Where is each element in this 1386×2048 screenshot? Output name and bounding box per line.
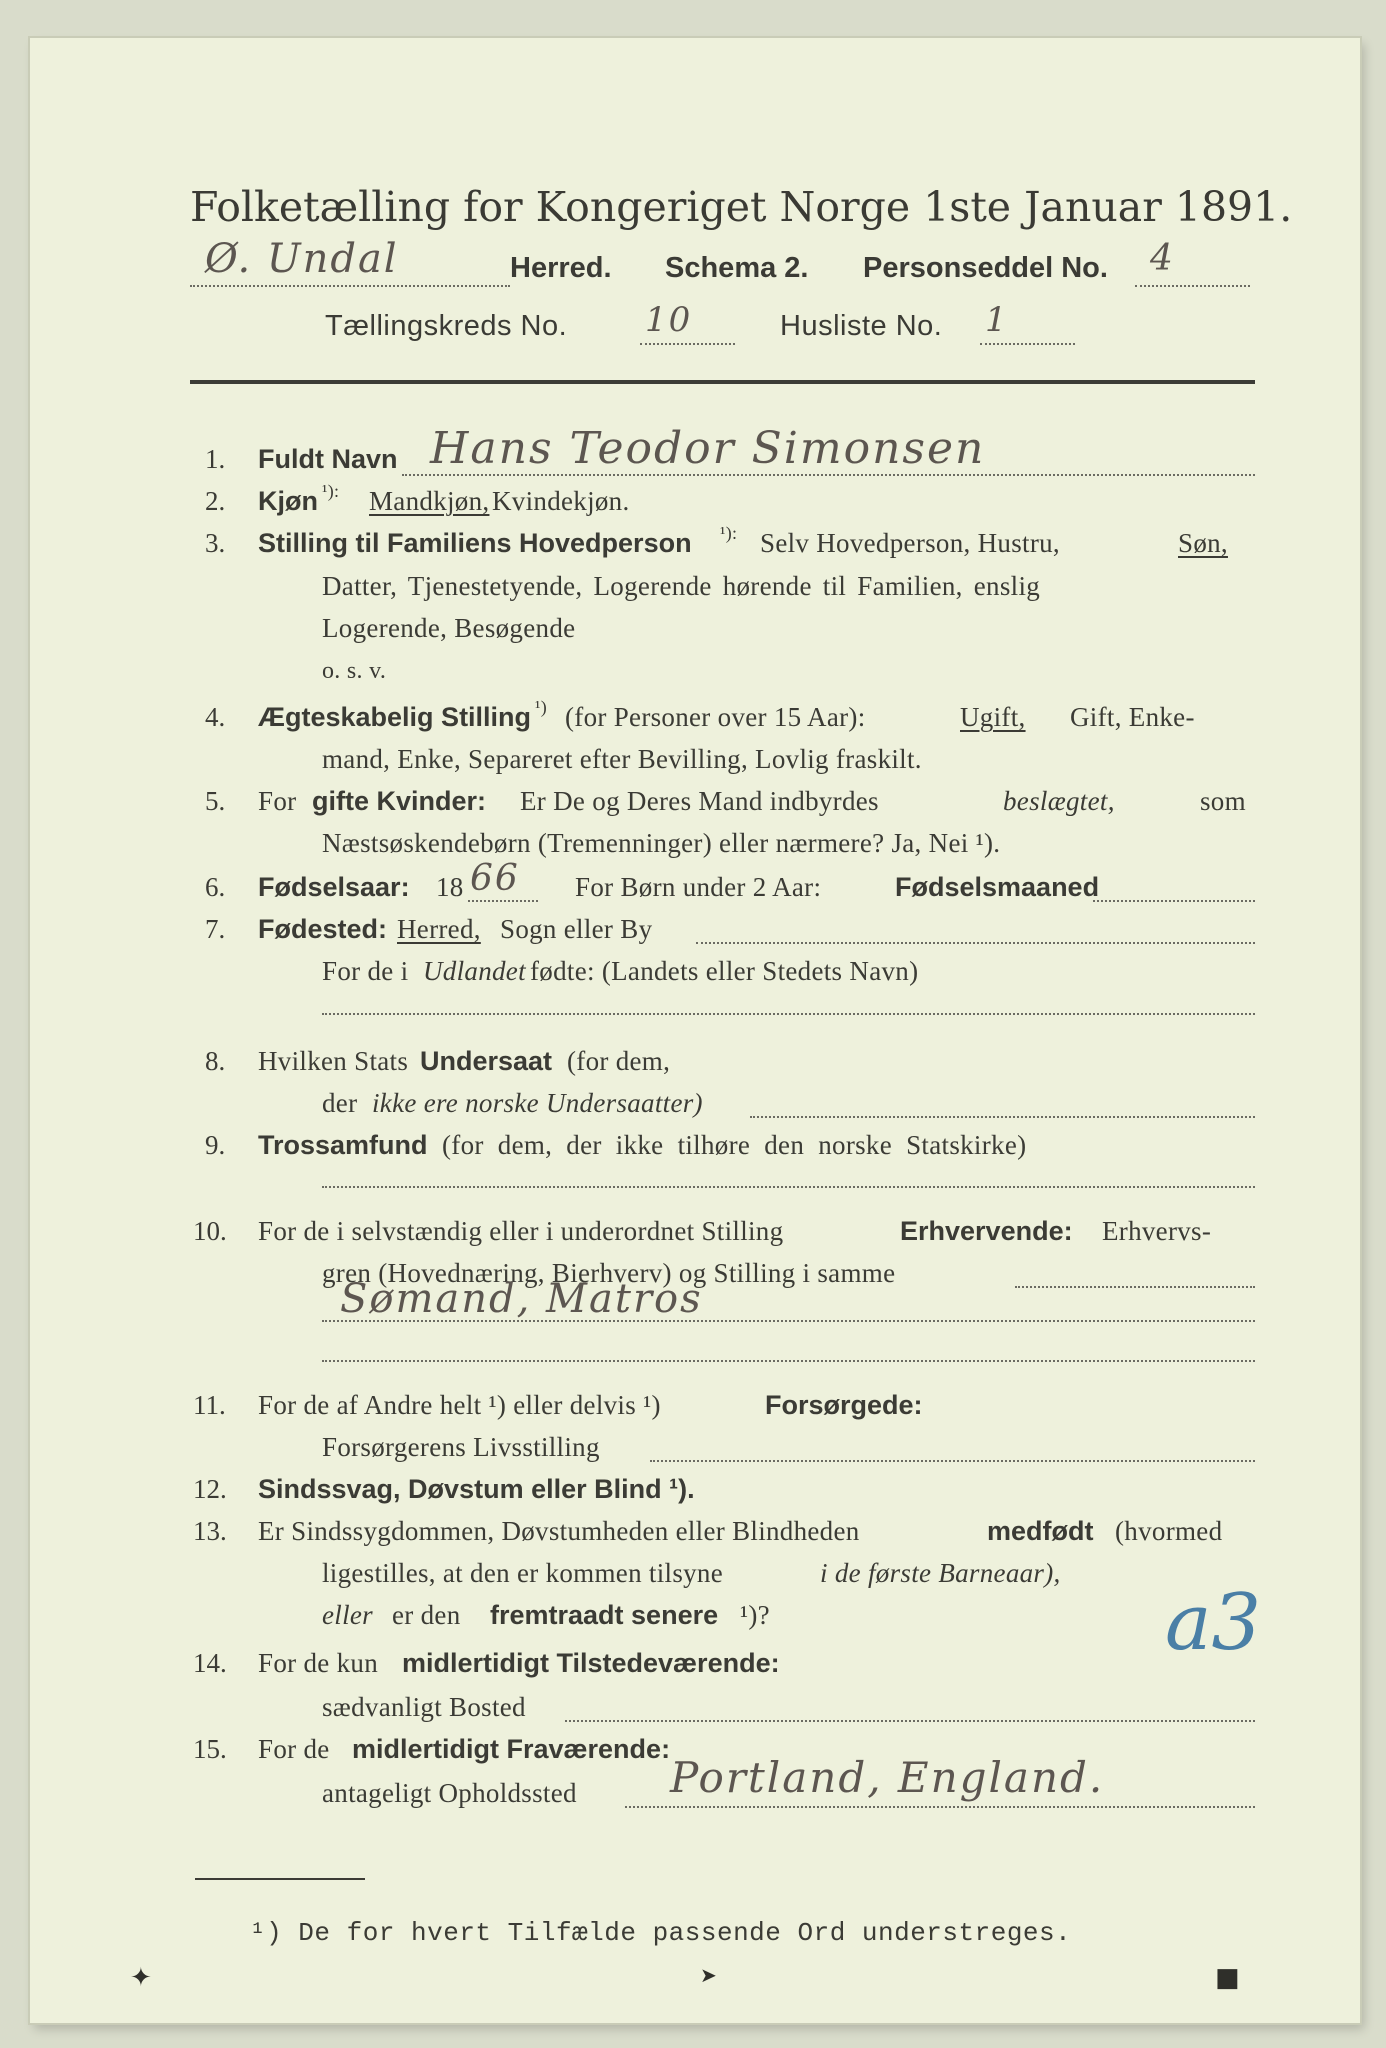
q3-footnote-ref: ¹): (720, 523, 738, 543)
q14-line2: sædvanligt Bosted (322, 1692, 526, 1722)
q10-occupation-handwriting: Sømand, Matros (340, 1276, 703, 1322)
q8-bold: Undersaat (420, 1046, 553, 1076)
herred-handwriting: Ø. Undal (205, 236, 399, 282)
q13-line2a: ligestilles, at den er kommen tilsyne (322, 1558, 724, 1588)
footnote-text: ¹) De for hvert Tilfælde passende Ord understreges. (250, 1918, 1072, 1948)
q15-fill-line (625, 1806, 1255, 1808)
q7-line2b: fødte: (Landets eller Stedets Navn) (530, 956, 919, 986)
q10-bold: Erhvervende: (900, 1216, 1073, 1246)
q1-fill-line (402, 474, 1255, 476)
q8-line2-italic: ikke ere norske Undersaatter) (372, 1088, 703, 1118)
personseddel-handwriting: 4 (1150, 238, 1175, 279)
q6-year-prefix: 18 (436, 872, 464, 902)
q7-fill-line (696, 942, 1255, 944)
q4-options-rest: Gift, Enke- (1070, 702, 1195, 732)
q10-fill-line-1 (1015, 1286, 1255, 1288)
q1-label: Fuldt Navn (258, 444, 398, 474)
q10-fill-line-2 (322, 1320, 1255, 1322)
q13-bold: medfødt (987, 1516, 1094, 1546)
footnote-rule (195, 1878, 365, 1880)
q9-text: (for dem, der ikke tilhøre den norske Statskirke) (442, 1130, 1027, 1160)
form-title: Folketælling for Kongeriget Norge 1ste Januar 1891. (190, 183, 1293, 231)
q1-number: 1. (205, 444, 226, 474)
q10-text-a: For de i selvstændig eller i underordnet Stilling (258, 1216, 784, 1246)
q8-line2a: der (322, 1088, 358, 1118)
q8-text-a: Hvilken Stats (258, 1046, 409, 1076)
q5-italic: beslægtet, (1003, 786, 1115, 816)
herred-label: Herred. (510, 252, 612, 284)
q4-options-line2: mand, Enke, Separeret efter Bevilling, Lovlig fraskilt. (322, 744, 922, 774)
registration-mark-left: ✦ (130, 1963, 152, 1993)
q7-options-rest: Sogn eller By (500, 914, 653, 944)
q11-number: 11. (193, 1390, 226, 1420)
q4-option-ugift: Ugift, (960, 702, 1026, 732)
q11-fill-line (650, 1460, 1255, 1462)
q10-text-c: Erhvervs- (1102, 1216, 1212, 1246)
archive-pencil-mark: a3 (1165, 1578, 1262, 1668)
q3-options-line4: o. s. v. (322, 658, 387, 684)
q14-bold: midlertidigt Tilstedeværende: (402, 1648, 780, 1678)
q14-text-a: For de kun (258, 1648, 378, 1678)
q13-text-c: (hvormed (1115, 1516, 1223, 1546)
q2-option-mandkjon: Mandkjøn, (369, 486, 490, 516)
q3-option-son: Søn, (1178, 528, 1228, 558)
q10-fill-line-3 (322, 1360, 1255, 1362)
q5-label: For (258, 786, 297, 816)
q13-number: 13. (193, 1516, 227, 1546)
q15-bold: midlertidigt Fraværende: (352, 1734, 671, 1764)
q13-line2-italic: i de første Barneaar), (820, 1558, 1061, 1588)
q14-fill-line (565, 1720, 1255, 1722)
q4-label: Ægteskabelig Stilling (258, 702, 532, 732)
q8-fill-line (750, 1116, 1255, 1118)
header-divider (190, 380, 1255, 384)
q5-number: 5. (205, 786, 226, 816)
q4-footnote-ref: ¹) (535, 697, 547, 717)
q9-number: 9. (205, 1130, 226, 1160)
q7-line2-italic: Udlandet (423, 956, 526, 986)
q12-label: Sindssvag, Døvstum eller Blind ¹). (258, 1474, 695, 1504)
q8-number: 8. (205, 1046, 226, 1076)
q11-bold: Forsørgede: (765, 1390, 923, 1420)
q3-options-line3: Logerende, Besøgende (322, 613, 576, 643)
q6-number: 6. (205, 872, 226, 902)
q3-options-line1: Selv Hovedperson, Hustru, (760, 528, 1060, 558)
census-form-sheet (30, 38, 1360, 2023)
q15-location-handwriting: Portland, England. (670, 1753, 1105, 1802)
q8-text-c: (for dem, (567, 1046, 671, 1076)
q4-number: 4. (205, 702, 226, 732)
q2-number: 2. (205, 486, 226, 516)
q5-text: Er De og Deres Mand indbyrdes (520, 786, 879, 816)
husliste-handwriting: 1 (985, 300, 1009, 340)
q11-line2: Forsørgerens Livsstilling (322, 1432, 600, 1462)
q7-label: Fødested: (258, 914, 388, 944)
q6-year-handwriting: 66 (470, 858, 520, 899)
q1-name-handwriting: Hans Teodor Simonsen (430, 423, 986, 474)
q5-end: som (1200, 786, 1246, 816)
q9-fill-line (322, 1186, 1255, 1188)
kreds-label: Tællingskreds No. (325, 310, 568, 342)
q7-number: 7. (205, 914, 226, 944)
q2-option-kvindekjon: Kvindekjøn. (492, 486, 630, 516)
schema-label: Schema 2. (665, 252, 809, 284)
q13-line3c: ¹)? (740, 1600, 770, 1630)
q2-label: Kjøn (258, 486, 318, 516)
q6-under2-text: For Børn under 2 Aar: (575, 872, 822, 902)
q9-label: Trossamfund (258, 1130, 428, 1160)
q4-qualifier: (for Personer over 15 Aar): (565, 702, 866, 732)
husliste-label: Husliste No. (780, 310, 943, 342)
q5-bold: gifte Kvinder: (312, 786, 487, 816)
q11-text-a: For de af Andre helt ¹) eller delvis ¹) (258, 1390, 661, 1420)
husliste-fill-line (980, 343, 1075, 345)
q6-label: Fødselsaar: (258, 872, 410, 902)
q6-year-fill-line (468, 900, 538, 902)
q13-text-a: Er Sindssygdommen, Døvstumheden eller Blindheden (258, 1516, 860, 1546)
q2-footnote-ref: ¹): (322, 481, 340, 501)
q7-country-fill-line (322, 1013, 1255, 1015)
q3-label: Stilling til Familiens Hovedperson (258, 528, 692, 558)
kreds-handwriting: 10 (645, 300, 693, 340)
personseddel-label: Personseddel No. (863, 252, 1108, 284)
q14-number: 14. (193, 1648, 227, 1678)
q15-text-a: For de (258, 1734, 330, 1764)
q13-line3-bold: fremtraadt senere (490, 1600, 719, 1630)
herred-fill-line (190, 285, 510, 287)
q7-line2a: For de i (322, 956, 409, 986)
q15-number: 15. (193, 1734, 227, 1764)
q3-number: 3. (205, 528, 226, 558)
q13-line3a: er den (392, 1600, 461, 1630)
personseddel-fill-line (1135, 285, 1250, 287)
q13-line3-italic: eller (322, 1600, 373, 1630)
registration-mark-right: ■ (1215, 1963, 1240, 1993)
q10-number: 10. (193, 1216, 227, 1246)
q15-line2: antageligt Opholdssted (322, 1778, 577, 1808)
q12-number: 12. (193, 1474, 227, 1504)
q10-line2: gren (Hovednæring, Bierhverv) og Stilling i samme (322, 1258, 896, 1288)
q3-options-line2: Datter, Tjenestetyende, Logerende hørende til Familien, enslig (322, 571, 1041, 601)
registration-mark-center: ➤ (700, 1963, 717, 1987)
q6-month-fill-line (1093, 900, 1255, 902)
q6-fodselsmaaned: Fødselsmaaned (895, 872, 1100, 902)
q7-option-herred: Herred, (397, 914, 481, 944)
kreds-fill-line (640, 343, 735, 345)
q5-line2: Næstsøskendebørn (Tremenninger) eller nærmere? Ja, Nei ¹). (322, 828, 1001, 858)
